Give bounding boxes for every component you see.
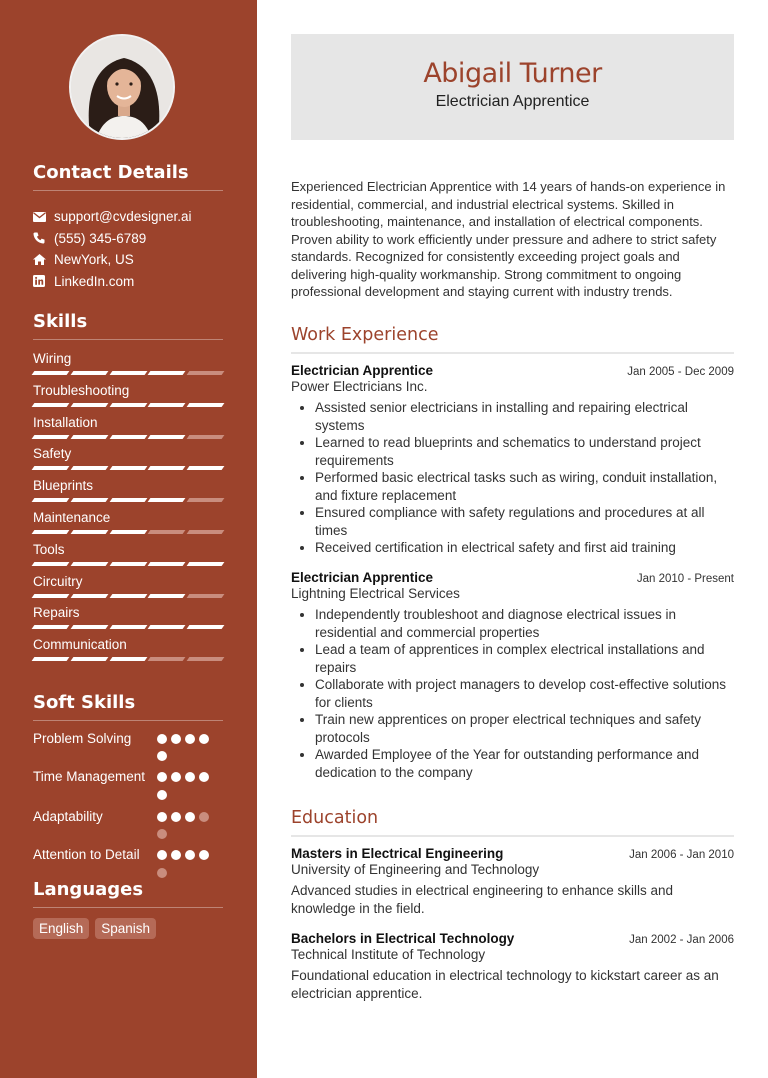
skill-level-segment — [187, 435, 225, 439]
skill-level-segment — [187, 562, 225, 566]
skill-level-segment — [187, 594, 225, 598]
language-tag: English — [33, 918, 89, 939]
skill-level-bar — [33, 562, 223, 566]
work-entry — [291, 363, 734, 557]
rating-dot — [157, 829, 167, 839]
education-dates: Jan 2002 - Jan 2006 — [629, 934, 734, 946]
rating-dot — [185, 850, 195, 860]
skill-level-segment — [32, 530, 70, 534]
contact-location — [33, 249, 233, 271]
skill-name: Communication — [33, 637, 127, 653]
soft-skill-item — [33, 768, 233, 808]
skill-level-segment — [187, 371, 225, 375]
skill-name: Circuitry — [33, 573, 83, 589]
skill-name: Wiring — [33, 351, 72, 366]
education-description: Foundational education in electrical technology to kickstart career as an electrician apprentice. — [291, 968, 719, 1001]
skill-level-segment — [148, 530, 186, 534]
soft-skill-name: Attention to Detail — [33, 847, 140, 862]
skill-item — [33, 509, 223, 541]
skill-level-segment — [109, 435, 147, 439]
rating-dot — [199, 850, 209, 860]
job-bullet: • Awarded Employee of the Year for outstanding performance and dedication to the company — [315, 746, 734, 781]
skill-name: Installation — [33, 414, 98, 430]
skill-level-bar — [33, 371, 223, 375]
rating-dot — [185, 812, 195, 822]
rating-dot — [157, 734, 167, 744]
contact-heading: Contact Details — [33, 162, 223, 191]
skill-level-segment — [70, 466, 108, 470]
skill-level-segment — [109, 403, 147, 407]
rating-dot — [157, 850, 167, 860]
profile-photo — [71, 36, 175, 140]
education-entry — [291, 846, 734, 917]
skill-level-segment — [148, 371, 186, 375]
skill-level-bar — [33, 403, 223, 407]
languages-list — [33, 918, 156, 939]
skill-item — [33, 350, 223, 382]
skill-level-bar — [33, 657, 223, 661]
job-bullet: • Ensured compliance with safety regulations and procedures at all times — [315, 504, 734, 539]
contact-email-text: support@cvdesigner.ai — [54, 209, 192, 225]
skill-level-segment — [109, 466, 147, 470]
skill-level-segment — [70, 625, 108, 629]
skill-level-segment — [187, 657, 225, 661]
soft-skill-name: Time Management — [33, 769, 146, 784]
skill-level-segment — [148, 403, 186, 407]
rating-dot — [199, 734, 209, 744]
skill-item — [33, 604, 223, 636]
rating-dot — [199, 772, 209, 782]
skill-level-bar — [33, 466, 223, 470]
rating-dot — [171, 850, 181, 860]
work-experience-heading: Work Experience — [291, 325, 734, 354]
soft-skill-name: Adaptability — [33, 809, 103, 824]
job-bullet: • Assisted senior electricians in installing and repairing electrical systems — [315, 399, 734, 434]
rating-dot — [157, 751, 167, 761]
skill-item — [33, 541, 223, 573]
job-bullets — [291, 399, 734, 557]
degree: Bachelors in Electrical Technology — [291, 931, 515, 946]
skill-name: Blueprints — [33, 478, 94, 494]
contact-phone[interactable] — [33, 228, 233, 250]
skill-level-segment — [148, 435, 186, 439]
job-bullet: • Received certification in electrical safety and first aid training — [315, 539, 734, 557]
skill-name: Tools — [33, 541, 65, 557]
skill-level-segment — [70, 594, 108, 598]
job-bullet: • Lead a team of apprentices in complex electrical installations and repairs — [315, 641, 734, 676]
school: University of Engineering and Technology — [291, 862, 540, 877]
skill-level-segment — [70, 530, 108, 534]
skill-level-segment — [70, 562, 108, 566]
skill-level-segment — [109, 625, 147, 629]
job-role: Electrician Apprentice — [291, 570, 434, 585]
skill-level-segment — [187, 530, 225, 534]
education-description: Advanced studies in electrical engineering to enhance skills and knowledge in the field. — [291, 883, 673, 916]
job-dates: Jan 2010 - Present — [636, 573, 734, 585]
rating-dot — [171, 812, 181, 822]
school: Technical Institute of Technology — [291, 947, 486, 962]
skill-level-bar — [33, 530, 223, 534]
skill-level-segment — [32, 625, 70, 629]
skill-level-segment — [32, 403, 70, 407]
skill-name: Safety — [33, 446, 72, 462]
candidate-title: Electrician Apprentice — [435, 93, 590, 110]
skill-level-segment — [109, 562, 147, 566]
envelope-icon — [33, 212, 54, 222]
avatar — [69, 34, 175, 140]
name-header — [291, 34, 734, 140]
home-icon — [33, 254, 54, 265]
job-bullet: • Train new apprentices on proper electrical techniques and safety protocols — [315, 711, 734, 746]
contact-linkedin[interactable] — [33, 271, 233, 293]
job-bullet: • Independently troubleshoot and diagnose electrical issues in residential and commercial properties — [315, 606, 734, 641]
soft-skill-rating — [157, 768, 217, 808]
skill-level-segment — [109, 657, 147, 661]
soft-skill-item — [33, 730, 233, 768]
skill-level-segment — [187, 625, 225, 629]
skill-name: Repairs — [33, 605, 80, 621]
skill-level-segment — [70, 403, 108, 407]
rating-dot — [157, 868, 167, 878]
rating-dot — [199, 812, 209, 822]
sidebar — [0, 0, 257, 1078]
skill-level-segment — [32, 562, 70, 566]
skill-level-segment — [70, 371, 108, 375]
soft-skill-item — [33, 808, 233, 846]
skill-item — [33, 477, 223, 509]
skill-level-segment — [109, 530, 147, 534]
contact-linkedin-text: LinkedIn.com — [54, 273, 135, 289]
skill-name: Maintenance — [33, 509, 111, 525]
skill-level-bar — [33, 625, 223, 629]
rating-dot — [157, 772, 167, 782]
skill-level-segment — [32, 371, 70, 375]
contact-phone-text: (555) 345-6789 — [54, 230, 147, 246]
job-bullet: • Collaborate with project managers to develop cost-effective solutions for clients — [315, 676, 734, 711]
job-bullet: • Learned to read blueprints and schematics to understand project requirements — [315, 434, 734, 469]
skill-item — [33, 414, 223, 446]
skill-level-segment — [148, 657, 186, 661]
skill-level-segment — [148, 625, 186, 629]
education-dates: Jan 2006 - Jan 2010 — [629, 849, 734, 861]
phone-icon — [33, 232, 54, 244]
skill-level-segment — [148, 562, 186, 566]
skill-level-segment — [32, 657, 70, 661]
skill-item — [33, 573, 223, 605]
skill-level-bar — [33, 498, 223, 502]
rating-dot — [171, 734, 181, 744]
skill-level-segment — [70, 498, 108, 502]
skill-level-segment — [32, 435, 70, 439]
skill-level-segment — [148, 498, 186, 502]
rating-dot — [171, 772, 181, 782]
language-tag: Spanish — [95, 918, 156, 939]
linkedin-icon — [33, 275, 54, 287]
job-bullet: • Performed basic electrical tasks such as wiring, conduit installation, and fixture replacement — [315, 469, 734, 504]
soft-skill-rating — [157, 808, 217, 846]
skill-level-segment — [148, 466, 186, 470]
soft-skill-rating — [157, 730, 217, 768]
work-entry — [291, 570, 734, 781]
skill-level-segment — [70, 657, 108, 661]
skill-level-segment — [70, 435, 108, 439]
skill-item — [33, 636, 223, 668]
degree: Masters in Electrical Engineering — [291, 846, 504, 861]
skill-level-segment — [109, 594, 147, 598]
education-heading: Education — [291, 808, 734, 837]
skill-level-segment — [32, 498, 70, 502]
skills-list — [33, 350, 223, 668]
job-company: Lightning Electrical Services — [291, 586, 460, 601]
rating-dot — [185, 734, 195, 744]
skill-level-bar — [33, 594, 223, 598]
soft-skills-list — [33, 730, 233, 886]
job-dates: Jan 2005 - Dec 2009 — [627, 366, 734, 378]
skill-item — [33, 382, 223, 414]
job-role: Electrician Apprentice — [291, 363, 434, 378]
candidate-name: Abigail Turner — [423, 58, 602, 89]
skill-level-segment — [148, 594, 186, 598]
job-bullets — [291, 606, 734, 781]
skill-level-bar — [33, 435, 223, 439]
job-company: Power Electricians Inc. — [291, 379, 428, 394]
skill-level-segment — [187, 466, 225, 470]
skill-level-segment — [109, 371, 147, 375]
rating-dot — [157, 812, 167, 822]
contact-location-text: NewYork, US — [54, 252, 134, 268]
education-entry — [291, 931, 734, 1002]
contact-email[interactable] — [33, 206, 233, 228]
rating-dot — [157, 790, 167, 800]
soft-skills-heading: Soft Skills — [33, 692, 223, 721]
skills-heading: Skills — [33, 311, 223, 340]
rating-dot — [185, 772, 195, 782]
languages-heading: Languages — [33, 879, 223, 908]
contact-list — [33, 206, 233, 292]
skill-level-segment — [32, 594, 70, 598]
profile-summary: Experienced Electrician Apprentice with 14 years of hands-on experience in residential, commercial, and industrial electrical systems. Skilled in troubleshooting, maintenance, and installation of electrical components. Proven ability to work efficiently under pressure and adhere to strict safety standards. Recognized for consistently exceeding project goals and delivering high-quality workmanship. Strong commitment to ongoing professional development and staying current with industry trends. — [291, 179, 726, 299]
skill-level-segment — [187, 403, 225, 407]
skill-item — [33, 445, 223, 477]
skill-level-segment — [109, 498, 147, 502]
soft-skill-name: Problem Solving — [33, 731, 132, 746]
skill-name: Troubleshooting — [33, 382, 130, 398]
skill-level-segment — [187, 498, 225, 502]
skill-level-segment — [32, 466, 70, 470]
